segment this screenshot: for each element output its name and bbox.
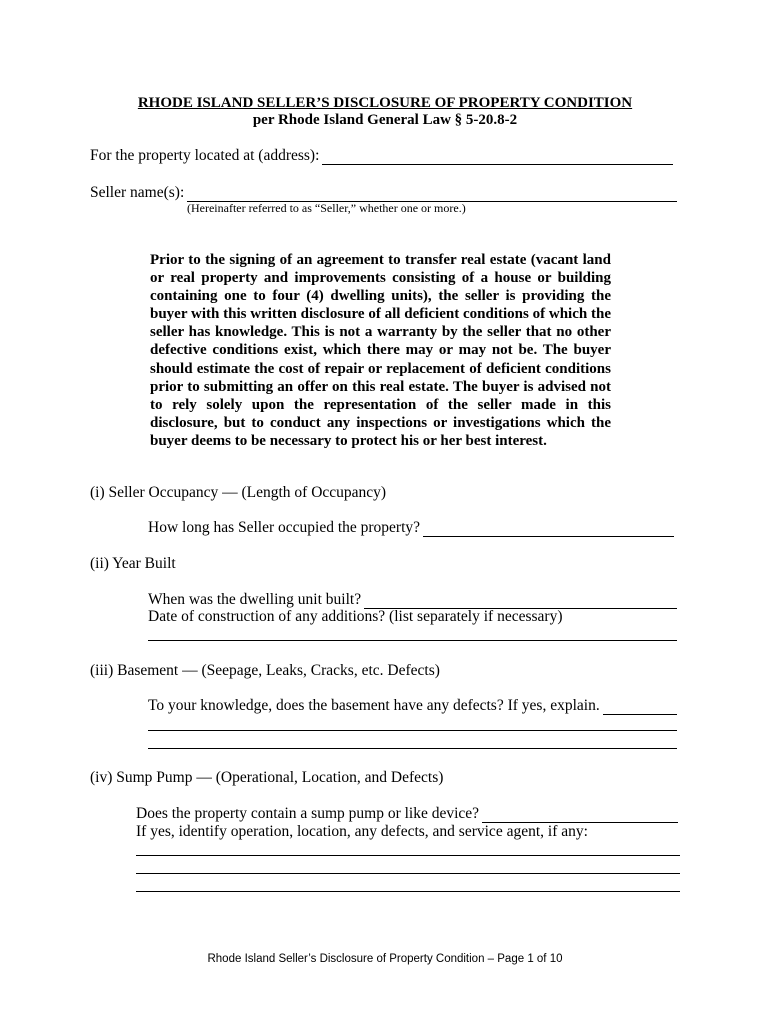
- additions-question: Date of construction of any additions? (list separately if necessary): [148, 608, 563, 625]
- basement-answer-line-2[interactable]: [148, 748, 677, 749]
- sump-pump-answer-line-1[interactable]: [136, 855, 680, 856]
- sump-pump-row: [136, 805, 678, 823]
- basement-answer-line-1[interactable]: [148, 730, 677, 731]
- year-built-question: When was the dwelling unit built?: [148, 591, 362, 608]
- seller-row: [90, 184, 677, 202]
- year-built-row: [148, 591, 677, 609]
- seller-note: (Hereinafter referred to as “Seller,” whether one or more.): [187, 201, 466, 215]
- section-occupancy-heading: (i) Seller Occupancy — (Length of Occupancy): [90, 484, 387, 501]
- sump-pump-details-question: If yes, identify operation, location, any defects, and service agent, if any:: [136, 823, 588, 840]
- page-footer: Rhode Island Seller’s Disclosure of Property Condition – Page 1 of 10: [207, 953, 563, 965]
- basement-row: [148, 697, 677, 715]
- disclosure-notice: Prior to the signing of an agreement to transfer real estate (vacant land or real property and improvements consisting of a house or building containing one to four (4) dwelling units), the seller is providing the buyer with this written disclosure of all deficient conditions of which the seller has knowledge. This is not a warranty by the seller that no other defective conditions exist, which there may or may not be. The buyer should estimate the cost of repair or replacement of deficient conditions prior to submitting an offer on this real estate. The buyer is advised not to rely solely upon the representation of the seller made in this disclosure, but to conduct any inspections or investigations which the buyer deems to be necessary to protect his or her best interest.: [150, 252, 611, 449]
- seller-label: Seller name(s):: [90, 184, 185, 201]
- address-row: [90, 147, 673, 165]
- title-subtitle: per Rhode Island General Law § 5-20.8-2: [252, 112, 518, 128]
- title-main: RHODE ISLAND SELLER’S DISCLOSURE OF PROPERTY CONDITION: [137, 95, 633, 111]
- occupancy-answer-field[interactable]: [423, 522, 674, 537]
- occupancy-question: How long has Seller occupied the property?: [148, 519, 421, 536]
- basement-answer-field[interactable]: [603, 700, 677, 715]
- document-title: [0, 95, 770, 129]
- section-year-built-heading: (ii) Year Built: [90, 555, 176, 572]
- sump-pump-answer-line-2[interactable]: [136, 873, 680, 874]
- seller-name-field[interactable]: [187, 187, 677, 202]
- year-built-answer-field[interactable]: [364, 594, 677, 609]
- sump-pump-answer-field[interactable]: [482, 808, 678, 823]
- occupancy-row: [148, 519, 674, 537]
- section-sump-pump-heading: (iv) Sump Pump — (Operational, Location, and Defects): [90, 769, 444, 786]
- basement-question: To your knowledge, does the basement have any defects? If yes, explain.: [148, 697, 600, 714]
- sump-pump-answer-line-3[interactable]: [136, 891, 680, 892]
- section-basement-heading: (iii) Basement — (Seepage, Leaks, Cracks, etc. Defects): [90, 662, 440, 679]
- additions-answer-line[interactable]: [148, 640, 677, 641]
- sump-pump-question: Does the property contain a sump pump or like device?: [136, 805, 480, 822]
- address-label: For the property located at (address):: [90, 147, 320, 164]
- address-field[interactable]: [322, 150, 673, 165]
